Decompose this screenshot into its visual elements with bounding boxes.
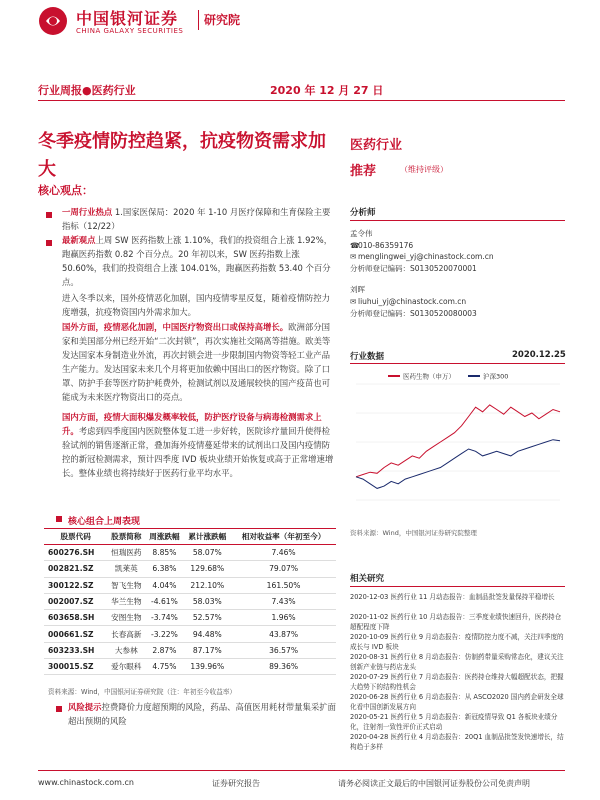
related-divider <box>350 586 565 587</box>
table-cell: -4.61% <box>145 593 183 609</box>
table-cell: 002821.SZ <box>44 561 107 577</box>
rating-sub: （维持评级） <box>400 165 448 174</box>
series-line <box>356 405 560 477</box>
core-view-label: 核心观点： <box>38 184 93 197</box>
institute-label: 研究院 <box>204 13 241 27</box>
table-cell: 7.46% <box>231 545 336 561</box>
table-header-cell: 股票代码 <box>44 529 107 545</box>
related-item[interactable]: 2020-07-29 医药行业 7 月动态报告：医药持仓维持大幅超配状态，把握大趋势下的结构性机会 <box>350 673 564 691</box>
related-item[interactable]: 2020-06-28 医药行业 6 月动态报告：从 ASCO2020 国内药企研发全球化看中国创新发展方向 <box>350 693 564 711</box>
table-cell: 7.43% <box>231 593 336 609</box>
table-cell: 2.87% <box>145 642 183 658</box>
related-item[interactable]: 2020-11-02 医药行业 10 月动态报告：三季度业绩快速回升，医药持仓超配程度下降 <box>350 613 562 631</box>
table-cell: 87.17% <box>183 642 231 658</box>
table-header-cell: 周涨跌幅 <box>145 529 183 545</box>
table-cell: 大参林 <box>107 642 145 658</box>
industry-data-heading: 行业数据 <box>350 352 385 362</box>
table-cell: 52.57% <box>183 610 231 626</box>
table-cell: 600276.SH <box>44 545 107 561</box>
bullet-icon <box>46 240 52 246</box>
analyst-1-email[interactable]: ✉ menglingwei_yj@chinastock.com.cn <box>350 252 494 261</box>
latest-view-keyword: 最新观点 <box>62 235 96 245</box>
chart-grid <box>356 384 560 500</box>
table-cell: -3.22% <box>145 626 183 642</box>
table-title: 核心组合上周表现 <box>68 517 141 527</box>
report-title: 冬季疫情防控趋紧，抗疫物资需求加大 <box>38 131 326 180</box>
table-cell: 89.36% <box>231 659 336 675</box>
header-divider <box>38 100 565 101</box>
table-cell: 603658.SH <box>44 610 107 626</box>
brand-name-en: CHINA GALAXY SECURITIES <box>76 27 184 35</box>
footer-divider <box>38 770 565 771</box>
hotspot-text: 1.国家医保局：2020 年 1-10 月医疗保障和生育保险主要指标（12/22） <box>62 207 331 231</box>
table-row <box>44 642 336 658</box>
paragraph-winter: 进入冬季以来，国外疫情恶化加剧，国内疫情零星反复，随着疫情防控力度增强，抗疫物资国内外需求加大。 <box>62 293 330 317</box>
legend-label: 医药生物（申万） <box>403 372 455 381</box>
risk-warning <box>68 700 338 728</box>
brand-divider <box>198 10 199 30</box>
sector-name: 医药行业 <box>350 138 403 153</box>
table-source-note: 资料来源：Wind，中国银河证券研究院（注：年初至今收益率） <box>48 688 237 696</box>
table-row <box>44 545 336 561</box>
table-cell: 161.50% <box>231 577 336 593</box>
table-row <box>44 561 336 577</box>
footer-url[interactable]: www.chinastock.com.cn <box>38 778 134 787</box>
mail-icon: ✉ <box>350 297 357 306</box>
table-header-row <box>44 529 336 545</box>
table-cell: 94.48% <box>183 626 231 642</box>
hotspot-keyword: 一周行业热点 <box>62 207 113 217</box>
domestic-text: 考虑到四季度国内医院整体复工进一步好转，医院诊疗量回升使得检验试剂的销售逐渐正常，叠加海外疫情蔓延带来的试剂出口及国内疫情防控的新冠检测需求，预计四季度 IVD 板块业绩开始恢复或高于正常增速增长。整体业绩也将持续好于医药行业平均水平。 <box>62 426 334 478</box>
series-line <box>356 440 560 489</box>
legend-label: 沪深300 <box>483 372 509 381</box>
latest-view-text: 上周 SW 医药指数上涨 1.10%，我们的投资组合上涨 1.92%，跑赢医药指数 0.82 个百分点。20 年初以来，SW 医药指数上涨 50.60%，我们的投资组合上涨 104.01%，跑赢医药指数 53.40 个百分点。 <box>62 235 333 287</box>
paragraph-domestic <box>62 410 337 480</box>
portfolio-table <box>44 528 336 675</box>
table-cell: 华兰生物 <box>107 593 145 609</box>
bullet-icon <box>56 516 62 522</box>
table-cell: -3.74% <box>145 610 183 626</box>
related-item[interactable]: 2020-04-28 医药行业 4 月动态报告：20Q1 血制品批签发快速增长，结构趋于多样 <box>350 733 564 751</box>
analyst-1-cert: 分析师登记编码：S0130520070001 <box>350 264 477 273</box>
risk-keyword: 风险提示 <box>68 702 102 712</box>
analyst-2-cert: 分析师登记编码：S0130520080003 <box>350 309 477 318</box>
related-item[interactable]: 2020-12-03 医药行业 11 月动态报告：血制品批签发量保持平稳增长 <box>350 593 555 601</box>
industry-data-divider <box>350 363 565 364</box>
table-cell: 43.87% <box>231 626 336 642</box>
table-cell: 58.03% <box>183 593 231 609</box>
table-cell: 36.57% <box>231 642 336 658</box>
table-row <box>44 610 336 626</box>
table-header-cell: 股票简称 <box>107 529 145 545</box>
table-cell: 长春高新 <box>107 626 145 642</box>
table-row <box>44 577 336 593</box>
overseas-text: 欧洲部分国家和美国部分州已经开始“二次封锁”，再次实施社交隔离等措施。欧美等发达国家本身制造业外流，再次封锁会进一步限制国内物资等轻工业产品生产能力。发达国家未来几个月将更加依赖中国出口的医疗物资。除了口罩、防护手套等医疗防护耗费外，检测试剂以及通展较快的国产疫苗也可能成为未来医疗物资出口的亮点。 <box>62 322 331 402</box>
phone-icon: ☎ <box>350 241 360 250</box>
analyst-divider <box>350 220 565 221</box>
chart-legend <box>388 372 508 381</box>
report-type: 行业周报●医药行业 <box>38 84 136 97</box>
table-cell: 爱尔眼科 <box>107 659 145 675</box>
table-cell: 212.10% <box>183 577 231 593</box>
table-cell: 000661.SZ <box>44 626 107 642</box>
table-header-cell: 相对收益率（年初至今） <box>231 529 336 545</box>
analyst-1-name: 孟令伟 <box>350 229 373 238</box>
analyst-2-name: 刘晖 <box>350 285 365 294</box>
domestic-keyword: 国内方面，疫情大面积爆发概率较低，防护医疗设备与病毒检测需求上升。 <box>62 412 322 436</box>
table-cell: 4.04% <box>145 577 183 593</box>
bullet-icon <box>46 212 52 218</box>
brand-name: 中国银河证券 <box>76 9 179 28</box>
table-header-cell: 累计涨跌幅 <box>183 529 231 545</box>
industry-data-date: 2020.12.25 <box>512 350 566 360</box>
table-cell: 安图生物 <box>107 610 145 626</box>
mail-icon: ✉ <box>350 252 357 261</box>
table-cell: 智飞生物 <box>107 577 145 593</box>
table-cell: 8.85% <box>145 545 183 561</box>
industry-chart <box>348 370 566 520</box>
paragraph-hotspot <box>62 205 337 233</box>
company-logo-icon <box>38 6 68 36</box>
table-cell: 129.68% <box>183 561 231 577</box>
report-date: 2020 年 12 月 27 日 <box>270 84 384 97</box>
overseas-keyword: 国外方面，疫情恶化加剧，中国医疗物资出口或保持高增长。 <box>62 322 289 332</box>
table-cell: 6.38% <box>145 561 183 577</box>
table-cell: 凯莱英 <box>107 561 145 577</box>
related-item[interactable]: 2020-10-09 医药行业 9 月动态报告：疫情防控力度不减，关注四季度的成长与 IVD 板块 <box>350 633 564 651</box>
table-cell: 300015.SZ <box>44 659 107 675</box>
table-cell: 79.07% <box>231 561 336 577</box>
related-research-heading: 相关研究 <box>350 574 385 584</box>
table-cell: 300122.SZ <box>44 577 107 593</box>
table-row <box>44 626 336 642</box>
table-cell: 002007.SZ <box>44 593 107 609</box>
table-cell: 1.96% <box>231 610 336 626</box>
table-row <box>44 593 336 609</box>
paragraph-overseas <box>62 320 337 404</box>
table-cell: 58.07% <box>183 545 231 561</box>
analyst-heading: 分析师 <box>350 208 376 218</box>
paragraph-latest-view <box>62 233 337 289</box>
analyst-1-phone: ☎010-86359176 <box>350 241 414 250</box>
table-cell: 603233.SH <box>44 642 107 658</box>
chart-lines <box>356 405 560 489</box>
analyst-2-email[interactable]: ✉ liuhui_yj@chinastock.com.cn <box>350 297 467 306</box>
bullet-icon <box>56 706 62 712</box>
chart-source-note: 资料来源：Wind，中国银河证券研究院整理 <box>350 529 477 537</box>
table-cell: 恒瑞医药 <box>107 545 145 561</box>
footer-disclaimer: 请务必阅读正文最后的中国银河证券股份公司免责声明 <box>338 779 530 788</box>
related-item[interactable]: 2020-05-21 医药行业 5 月动态报告：新冠疫情导致 Q1 各板块业绩分化，注射剂一致性评价正式启动 <box>350 713 558 731</box>
risk-text: 控费降价力度超预期的风险，药品、高值医用耗材带量集采扩面超出预期的风险 <box>68 702 336 726</box>
rating: 推荐 <box>350 164 377 179</box>
table-cell: 4.75% <box>145 659 183 675</box>
footer-report-type: 证券研究报告 <box>212 779 260 788</box>
table-row <box>44 659 336 675</box>
table-cell: 139.96% <box>183 659 231 675</box>
related-item[interactable]: 2020-08-31 医药行业 8 月动态报告：仿制药带量采购常态化，建议关注创新产业链与药店龙头 <box>350 653 564 671</box>
